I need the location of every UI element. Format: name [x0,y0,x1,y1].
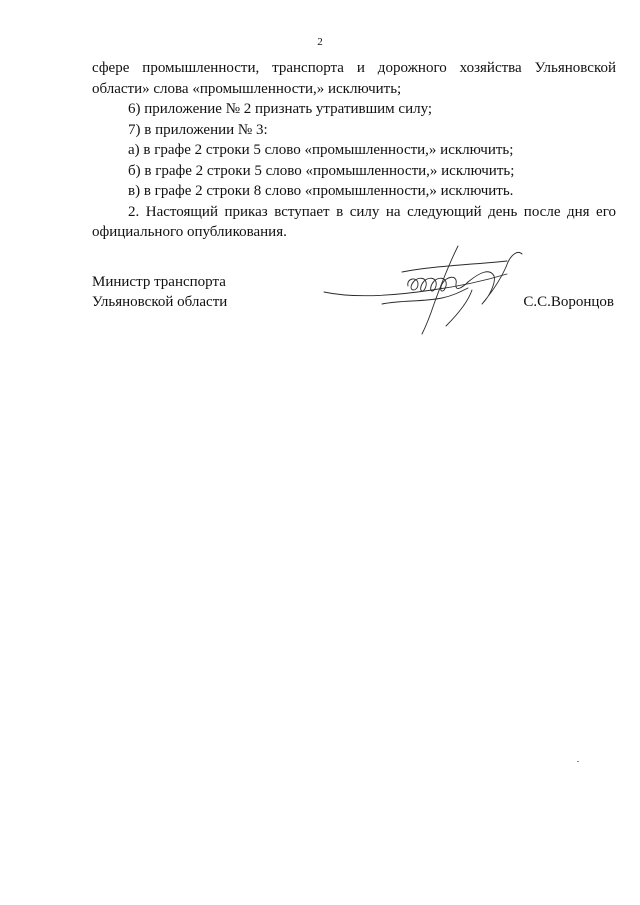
signature-hook-stroke [468,252,522,304]
signatory-title-line2: Ульяновской области [92,294,228,310]
signature-upper-stroke [402,261,507,272]
clause-2-end: официального опубликования. [92,224,287,240]
paragraph-continuation-end: области» слова «промышленности,» исключить; [92,80,402,97]
list-item-7: 7) в приложении № 3: [128,121,268,138]
scan-speck [577,761,579,762]
sub-item-v: в) в графе 2 строки 8 слово «промышленности,» исключить. [128,183,514,199]
signature-block [92,272,616,332]
signatory-title-line1: Министр транспорта [92,274,226,290]
document-body [92,58,616,243]
sub-item-a: а) в графе 2 строки 5 слово «промышленности,» исключить; [128,142,514,158]
signatory-name: С.С.Воронцов [523,294,614,310]
signature-tall-stroke [422,246,458,334]
signature-baseline-stroke [324,274,507,296]
sub-item-b: б) в графе 2 строки 5 слово «промышленности,» исключить; [128,162,515,179]
page-number: 2 [317,36,323,48]
list-item-6: 6) приложение № 2 признать утратившим силу; [128,101,433,117]
handwritten-signature [322,242,542,342]
signature-lower-stroke [382,288,468,304]
paragraph-continuation: сфере промышленности, транспорта и дорожного хозяйства Ульяновской [92,60,616,76]
clause-2: 2. Настоящий приказ вступает в силу на следующий день после дня его [128,203,616,220]
signatory-title [92,272,227,312]
